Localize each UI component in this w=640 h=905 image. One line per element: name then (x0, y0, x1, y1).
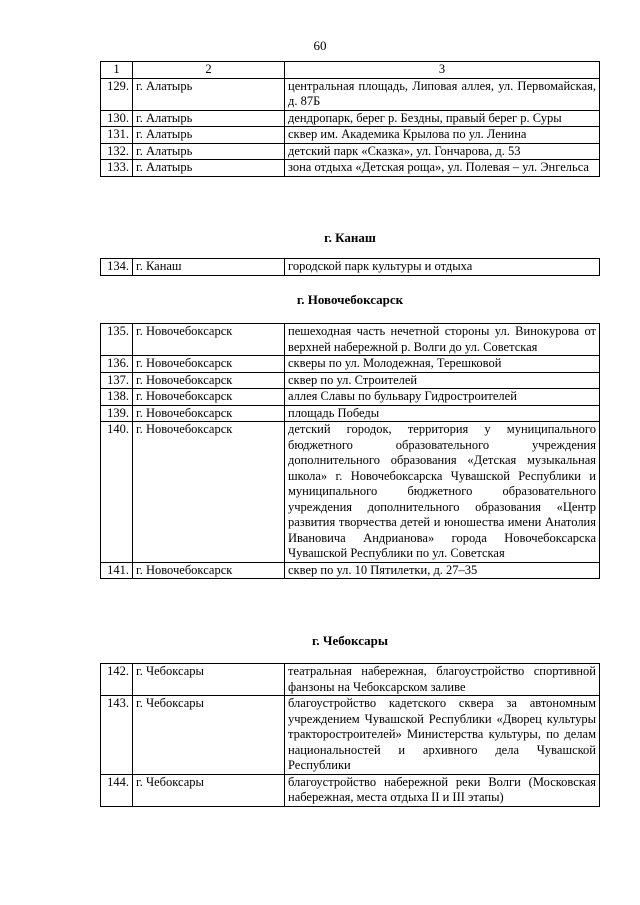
row-number: 138. (101, 389, 133, 406)
rows-alatyr (101, 78, 600, 176)
row-number: 139. (101, 405, 133, 422)
table-row (101, 405, 600, 422)
row-city: г. Новочебоксарск (133, 372, 285, 389)
table-row (101, 143, 600, 160)
row-description: благоустройство набережной реки Волги (Московская набережная, места отдыха II и III этапы) (285, 774, 600, 806)
section-heading-cheboksary: г. Чебоксары (311, 633, 389, 648)
row-description: зона отдыха «Детская роща», ул. Полевая – ул. Энгельса (285, 160, 600, 177)
row-number: 136. (101, 356, 133, 373)
table-row (101, 389, 600, 406)
table-header-row (101, 62, 600, 79)
table-row (101, 127, 600, 144)
header-col-2: 2 (133, 62, 285, 79)
row-number: 144. (101, 774, 133, 806)
row-city: г. Новочебоксарск (133, 356, 285, 373)
row-city: г. Алатырь (133, 143, 285, 160)
row-description: благоустройство кадетского сквера за автономным учреждением Чувашской Республики «Дворец культуры тракторостроителей» Министерства культуры, по делам национальностей и архивного дела Чувашской Республики (285, 696, 600, 775)
table-row (101, 160, 600, 177)
table-row (101, 774, 600, 806)
rows-cheboksary (101, 664, 600, 807)
row-city: г. Алатырь (133, 160, 285, 177)
row-description: театральная набережная, благоустройство спортивной фанзоны на Чебоксарском заливе (285, 664, 600, 696)
row-number: 141. (101, 562, 133, 579)
table-cheboksary (100, 663, 600, 807)
row-number: 131. (101, 127, 133, 144)
section-heading-novocheboksarsk: г. Новочебоксарск (296, 292, 404, 307)
row-city: г. Новочебоксарск (133, 324, 285, 356)
row-description: детский городок, территория у муниципального бюджетного образовательного учреждения дополнительного образования «Детская музыкальная школа» г. Новочебоксарска Чувашской Республики и муниципального бюджетного образовательного учреждения дополнительного образования «Центр развития творчества детей и юношества имени Анатолия Ивановича Андрианова» города Новочебоксарска Чувашской Республики по ул. Советская (285, 422, 600, 563)
row-description: дендропарк, берег р. Бездны, правый берег р. Суры (285, 110, 600, 127)
row-description: городской парк культуры и отдыха (285, 259, 600, 276)
row-number: 143. (101, 696, 133, 775)
row-description: скверы по ул. Молодежная, Терешковой (285, 356, 600, 373)
row-number: 132. (101, 143, 133, 160)
header-col-3: 3 (285, 62, 600, 79)
row-description: сквер по ул. Строителей (285, 372, 600, 389)
row-description: детский парк «Сказка», ул. Гончарова, д. 53 (285, 143, 600, 160)
row-description: сквер по ул. 10 Пятилетки, д. 27–35 (285, 562, 600, 579)
row-description: сквер им. Академика Крылова по ул. Ленина (285, 127, 600, 144)
table-kanash (100, 258, 600, 276)
row-city: г. Чебоксары (133, 696, 285, 775)
table-row (101, 78, 600, 110)
row-description: аллея Славы по бульвару Гидростроителей (285, 389, 600, 406)
table-row (101, 259, 600, 276)
section-heading-kanash: г. Канаш (324, 230, 376, 245)
rows-kanash (101, 259, 600, 276)
table-row (101, 664, 600, 696)
row-city: г. Новочебоксарск (133, 389, 285, 406)
row-number: 130. (101, 110, 133, 127)
row-number: 140. (101, 422, 133, 563)
table-row (101, 324, 600, 356)
header-col-1: 1 (101, 62, 133, 79)
table-alatyr (100, 61, 600, 177)
table-row (101, 422, 600, 563)
rows-novocheboksarsk (101, 324, 600, 579)
row-number: 134. (101, 259, 133, 276)
row-city: г. Алатырь (133, 78, 285, 110)
row-city: г. Чебоксары (133, 774, 285, 806)
page-number: 60 (313, 38, 327, 53)
row-number: 135. (101, 324, 133, 356)
row-city: г. Чебоксары (133, 664, 285, 696)
table-row (101, 110, 600, 127)
row-description: центральная площадь, Липовая аллея, ул. Первомайская, д. 87Б (285, 78, 600, 110)
row-number: 129. (101, 78, 133, 110)
row-city: г. Новочебоксарск (133, 422, 285, 563)
row-city: г. Алатырь (133, 110, 285, 127)
row-description: пешеходная часть нечетной стороны ул. Винокурова от верхней набережной р. Волги до ул. Советская (285, 324, 600, 356)
row-city: г. Новочебоксарск (133, 562, 285, 579)
row-city: г. Алатырь (133, 127, 285, 144)
table-row (101, 562, 600, 579)
row-city: г. Новочебоксарск (133, 405, 285, 422)
row-number: 133. (101, 160, 133, 177)
row-city: г. Канаш (133, 259, 285, 276)
table-row (101, 372, 600, 389)
table-row (101, 696, 600, 775)
row-number: 142. (101, 664, 133, 696)
table-novocheboksarsk (100, 323, 600, 579)
table-row (101, 356, 600, 373)
row-description: площадь Победы (285, 405, 600, 422)
row-number: 137. (101, 372, 133, 389)
